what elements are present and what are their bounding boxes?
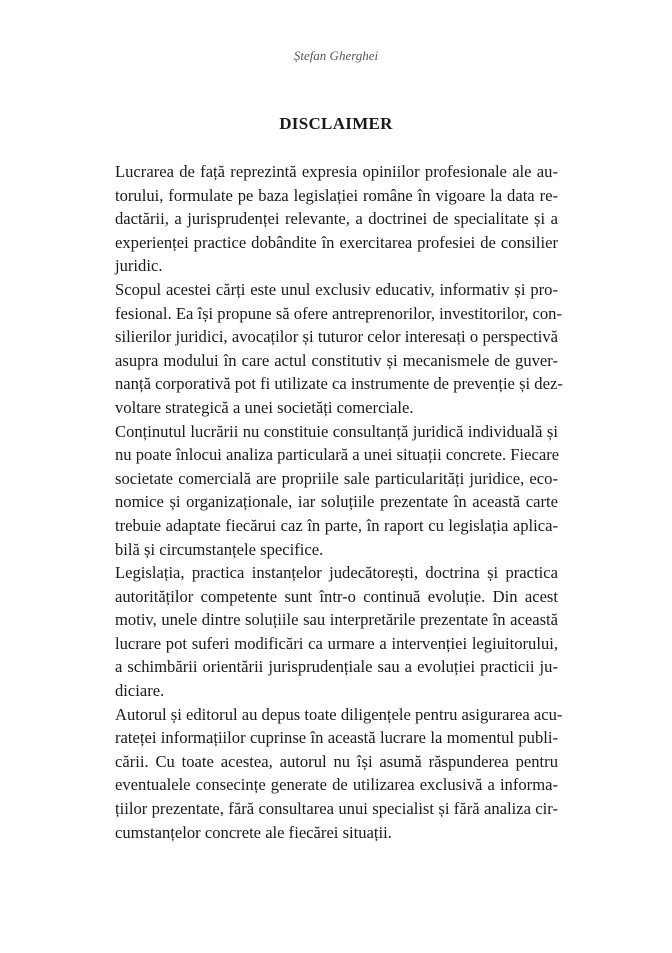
paragraph bbox=[115, 160, 558, 278]
text-line: diciare. bbox=[115, 681, 165, 701]
text-line: voltare strategică a unei societăți comerciale. bbox=[115, 397, 414, 417]
text-line: nu poate înlocui analiza particulară a unei situații concrete. Fiecare bbox=[115, 445, 560, 465]
text-line: Scopul acestei cărți este unul exclusiv educativ, informativ și pro- bbox=[115, 279, 558, 299]
text-line: țiilor prezentate, fără consultarea unui specialist și fără analiza cir- bbox=[115, 799, 558, 819]
paragraph bbox=[115, 703, 563, 845]
text-line: rateței informațiilor cuprinse în această lucrare la momentul publi- bbox=[115, 728, 558, 748]
page-title: DISCLAIMER bbox=[279, 114, 393, 133]
text-line: cumstanțelor concrete ale fiecărei situații. bbox=[115, 822, 392, 842]
text-line: a schimbării orientării jurisprudențiale sau a evoluției practicii ju- bbox=[115, 657, 558, 677]
text-line: torului, formulate pe baza legislației române în vigoare la data re- bbox=[115, 185, 558, 205]
text-line: lucrare pot suferi modificări ca urmare a intervenției legiuitorului, bbox=[115, 633, 558, 653]
paragraph bbox=[115, 420, 558, 562]
text-line: bilă și circumstanțele specifice. bbox=[115, 539, 324, 559]
text-line: Lucrarea de față reprezintă expresia opiniilor profesionale ale au- bbox=[115, 162, 558, 181]
text-line: cării. Cu toate acestea, autorul nu își asumă răspunderea pentru bbox=[115, 751, 558, 771]
text-line: nanță corporativă pot fi utilizate ca instrumente de prevenție și dez- bbox=[115, 374, 563, 394]
text-line: fesional. Ea își propune să ofere antreprenorilor, investitorilor, con- bbox=[115, 303, 563, 323]
text-line: Conținutul lucrării nu constituie consultanță juridică individuală și bbox=[115, 421, 558, 441]
text-line: trebuie adaptate fiecărui caz în parte, în raport cu legislația aplica- bbox=[115, 515, 558, 535]
text-line: Legislația, practica instanțelor judecătorești, doctrina și practica bbox=[115, 563, 558, 583]
text-line: silierilor juridici, avocaților și tuturor celor interesați o perspectivă bbox=[115, 327, 558, 347]
text-line: societate comercială are propriile sale particularități juridice, eco- bbox=[115, 468, 558, 488]
text-line: eventualele consecințe generate de utilizarea exclusivă a informa- bbox=[115, 775, 558, 795]
text-line: autorităților competente sunt într-o continuă evoluție. Din acest bbox=[115, 586, 558, 606]
text-line: juridic. bbox=[115, 256, 163, 276]
paragraph bbox=[115, 278, 563, 420]
running-head-author: Ștefan Gherghei bbox=[293, 48, 379, 63]
text-line: dactării, a jurisprudenței relevante, a doctrinei de specialitate și a bbox=[115, 209, 558, 229]
text-line: motiv, unele dintre soluțiile sau interpretările prezentate în această bbox=[115, 610, 558, 630]
text-line: nomice și organizaționale, iar soluțiile prezentate în această carte bbox=[115, 492, 558, 512]
paragraph bbox=[115, 561, 558, 703]
disclaimer-body bbox=[115, 160, 563, 844]
text-line: asupra modului în care actul constitutiv și mecanismele de guver- bbox=[115, 350, 558, 370]
text-line: Autorul și editorul au depus toate diligențele pentru asigurarea acu- bbox=[115, 704, 563, 724]
text-line: experienței practice dobândite în exercitarea profesiei de consilier bbox=[115, 232, 558, 252]
